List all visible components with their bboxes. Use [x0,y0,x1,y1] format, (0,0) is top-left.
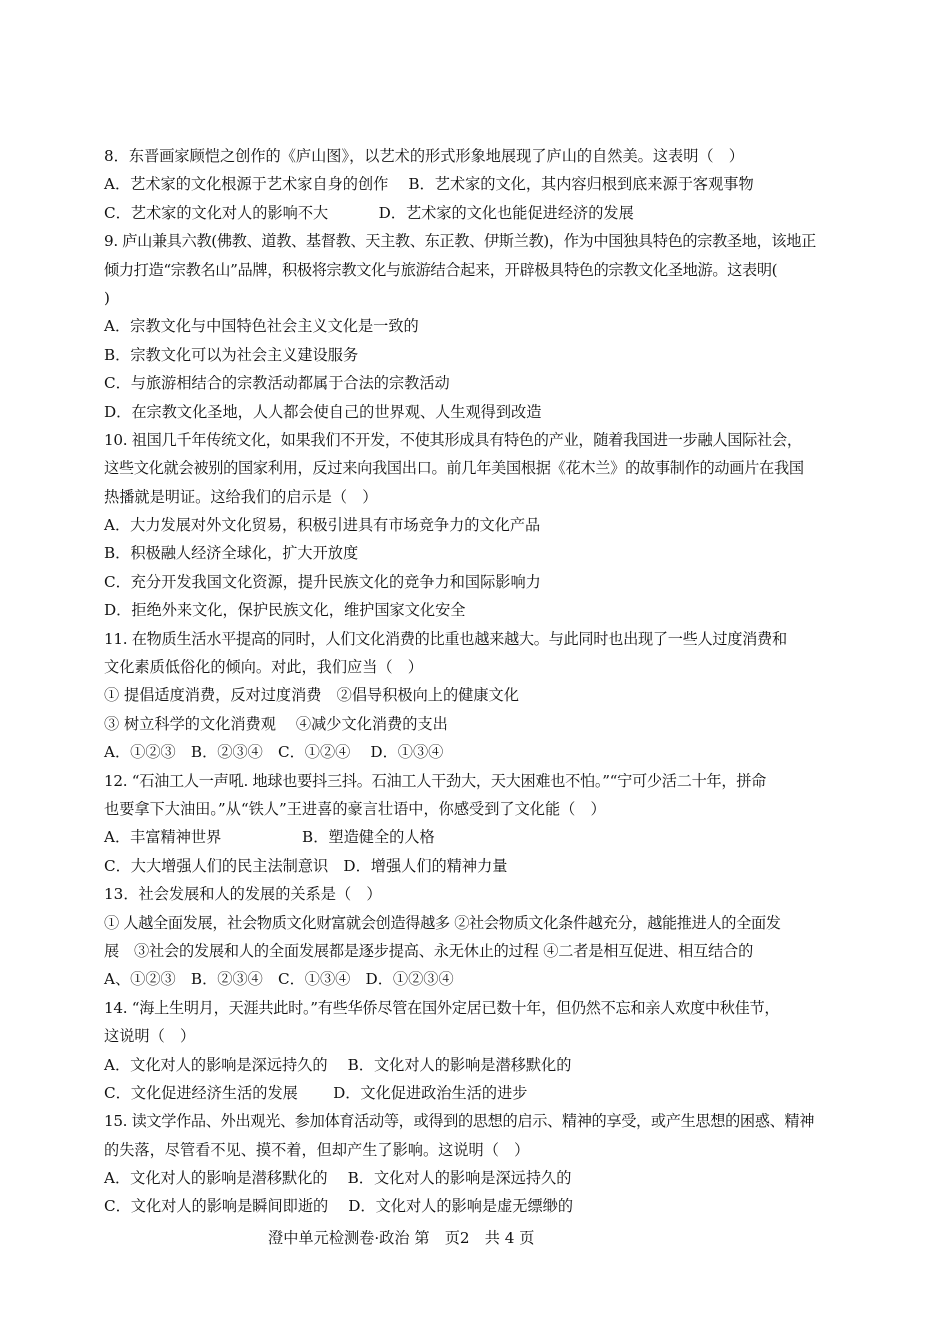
question-11-stem-line1: 11. 在物质生活水平提高的同时，人们文化消费的比重也越来越大。与此同时也出现了一些人过度消费和 [104,629,787,648]
question-12-options-cd: C．大大增强人们的民主法制意识 D．增强人们的精神力量 [104,856,508,875]
exam-page [104,142,850,1221]
question-10-stem-line2: 这些文化就会被别的国家利用，反过来向我国出口。前几年美国根据《花木兰》的故事制作的动画片在我国 [104,459,804,478]
question-11-statements-2: ③ 树立科学的文化消费观 ④减少文化消费的支出 [104,714,448,733]
question-10-stem-line3: 热播就是明证。这给我们的启示是（ ） [104,487,378,506]
question-10-option-c: C．充分开发我国文化资源，提升民族文化的竞争力和国际影响力 [104,572,541,591]
question-9-option-d: D．在宗教文化圣地，人人都会使自己的世界观、人生观得到改造 [104,402,542,421]
question-12-stem-line1: 12. “石油工人一声吼. 地球也要抖三抖。石油工人干劲大，天大困难也不怕。”“宁可少活二十年，拼命 [104,771,767,790]
question-11-stem-line2: 文化素质低俗化的倾向。对此，我们应当（ ） [104,658,423,677]
question-11-choices: A．①②③ B．②③④ C．①②④ D．①③④ [104,743,444,762]
question-14-options-ab: A．文化对人的影响是深远持久的 B．文化对人的影响是潜移默化的 [104,1055,572,1074]
page-footer: 澄中单元检测卷·政治 第 页2 共 4 页 [268,1229,535,1247]
question-13-statements-2: 展 ③社会的发展和人的全面发展都是逐步提高、永无休止的过程 ④二者是相互促进、相互结合的 [104,941,754,960]
question-12-stem-line2: 也要拿下大油田。”从“铁人”王进喜的豪言壮语中，你感受到了文化能（ ） [104,799,606,818]
question-10-stem-line1: 10. 祖国几千年传统文化，如果我们不开发，不使其形成具有特色的产业，随着我国进一步融人国际社会， [104,430,802,449]
question-13-stem: 13．社会发展和人的发展的关系是（ ） [104,885,382,904]
question-9-option-a: A．宗教文化与中国特色社会主义文化是一致的 [104,317,419,336]
question-8-options-ab: A．艺术家的文化根源于艺术家自身的创作 B．艺术家的文化，其内容归根到底来源于客观事物 [104,175,754,194]
question-11-statements-1: ① 提倡适度消费，反对过度消费 ②倡导积极向上的健康文化 [104,686,519,705]
question-9-stem-line2: 倾力打造“宗教名山”品牌，积极将宗教文化与旅游结合起来，开辟极具特色的宗教文化圣地游。这表明( [104,260,778,279]
question-15-stem-line1: 15. 读文学作品、外出观光、参加体育活动等，或得到的思想的启示、精神的享受，或产生思想的困惑、精神 [104,1112,815,1131]
question-8-stem: 8．东晋画家顾恺之创作的《庐山图》，以艺术的形式形象地展现了庐山的自然美。这表明（ ） [104,147,744,165]
question-15-options-ab: A．文化对人的影响是潜移默化的 B．文化对人的影响是深远持久的 [104,1169,572,1188]
question-9-option-c: C．与旅游相结合的宗教活动都属于合法的宗教活动 [104,374,450,393]
question-14-stem-line2: 这说明（ ） [104,1027,196,1046]
question-15-options-cd: C．文化对人的影响是瞬间即逝的 D．文化对人的影响是虚无缥缈的 [104,1197,574,1216]
question-13-choices: A、①②③ B．②③④ C．①③④ D．①②③④ [104,970,454,989]
question-14-stem-line1: 14. “海上生明月，天涯共此时。”有些华侨尽管在国外定居已数十年，但仍然不忘和亲人欢度中秋佳节， [104,998,780,1017]
question-10-option-b: B．积极融人经济全球化，扩大开放度 [104,544,359,563]
question-13-statements-1: ① 人越全面发展，社会物质文化财富就会创造得越多 ②社会物质文化条件越充分，越能推进人的全面发 [104,913,781,932]
question-10-option-a: A．大力发展对外文化贸易，积极引进具有市场竞争力的文化产品 [104,516,541,535]
question-12-options-ab: A．丰富精神世界 B．塑造健全的人格 [104,828,435,847]
question-9-option-b: B．宗教文化可以为社会主义建设服务 [104,345,359,364]
question-9-stem-line3: ) [104,288,110,307]
question-8-options-cd: C．艺术家的文化对人的影响不大 D．艺术家的文化也能促进经济的发展 [104,203,634,222]
question-10-option-d: D．拒绝外来文化，保护民族文化，维护国家文化安全 [104,601,466,620]
question-9-stem-line1: 9. 庐山兼具六教(佛教、道教、基督教、天主教、东正教、伊斯兰教)，作为中国独具特色的宗教圣地，该地正 [104,232,816,251]
question-14-options-cd: C．文化促进经济生活的发展 D．文化促进政治生活的进步 [104,1083,528,1102]
question-15-stem-line2: 的失落，尽管看不见、摸不着，但却产生了影响。这说明（ ） [104,1140,530,1159]
